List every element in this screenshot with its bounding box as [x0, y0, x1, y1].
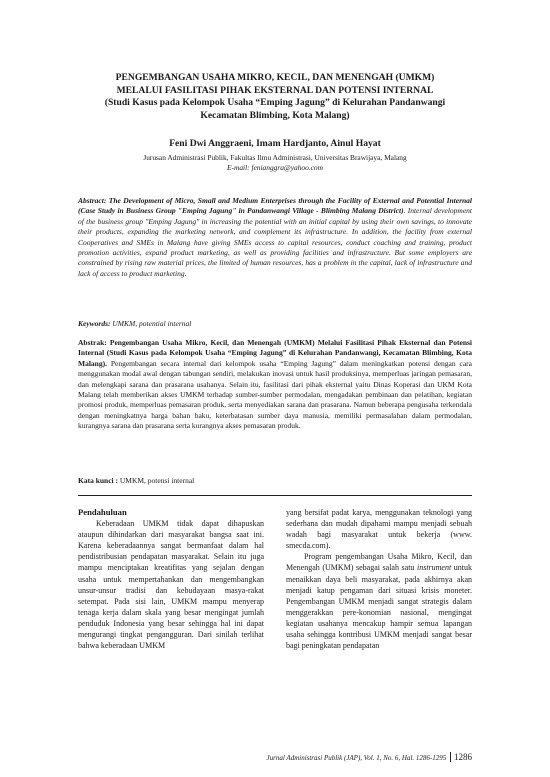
abstract-id-body: Pengembangan secara internal dari kelompok usaha “Emping Jagung” dalam meningkatkan potensi dengan cara menggunakan modal awal dengan tabungan sendiri, melakukan inovasi untuk hasil produksinya, memperluas jaringan pemasaran, dan melengkapi sarana dan prasarana usahanya. Selain itu, fasilitasi dari pihak eksternal yaitu Dinas Koperasi dan UKM Kota Malang telah memberikan akses UMKM terhadap sumber-sumber permodalan, mengadakan pembinaan dan pelatihan, kegiatan promosi produk, memperluas pemasaran produk, serta menyediakan sarana dan prasarana. Namun beberapa pengusaha terkendala dengan meningkatnya harga bahan baku, keterbatasan sumber daya manusia, memiliki permasalahan dalam permodalan, kurangnya sarana dan prasarana serta kurangnya akses pemasaran produk. — [78, 358, 472, 431]
keywords-id-label: Kata kunci : — [78, 476, 119, 485]
author-email: E-mail: fenianggra@yahoo.com — [227, 163, 323, 172]
affiliation: Jurusan Administrasi Publik, Fakultas Ilmu Administrasi, Universitas Brawijaya, Malang — [143, 153, 407, 162]
abstract-en-title: The Development of Micro, Small and Medium Enterprises through the Facility of External and Potential Internal (Case Study in Business Group "Emping Jagung" in Pandanwangi Village - Blimbing Malang District) — [78, 196, 472, 216]
body-column-right — [286, 507, 472, 651]
page-number: 1286 — [450, 752, 472, 762]
paper-title — [78, 72, 472, 122]
affiliation-block — [70, 153, 480, 173]
abstract-id-title: Pengembangan Usaha Mikro, Kecil, dan Menengah (UMKM) Melalui Fasilitasi Pihak Eksternal dan Potensi Internal (Studi Kasus pada Kelompok Usaha “Emping Jagung” di Kelurahan Pandanwangi, Kecamatan Blimbing, Kota Malang). — [78, 338, 473, 368]
intro-paragraph-1: Keberadaan UMKM tidak dapat dihapuskan ataupun dihindarkan dari masyarakat bangsa saat ini. Karena keberadaannya sangat bermanfaat dalam hal pendistribusian pendapatan masyarakat. Selain itu juga mampu menciptakan kreatifitas yang sejalan dengan usaha untuk mempertahankan dan mengembangkan unsur-unsur tradisi dan kebudayaan masya-rakat setempat. Pada sisi lain, UMKM mampu menyerap tenaga kerja dalam skala yang besar mengingat jumlah penduduk Indonesia yang besar sehingga hal ini dapat mengurangi tingkat pengangguran. Dari sinilah terlihat bahwa keberadaan UMKM — [78, 519, 264, 651]
abstract-id-label: Abstrak: — [78, 338, 107, 347]
intro-p2-start: Program pengembangan Usaha Mikro, Kecil, dan Menengah (UMKM) sebagai salah satu — [286, 552, 472, 573]
title-line-2: MELALUI FASILITASI PIHAK EKSTERNAL DAN POTENSI INTERNAL — [116, 84, 434, 96]
keywords-id-value: UMKM, potensi internal — [119, 476, 195, 485]
page-footer — [267, 752, 472, 762]
keywords-english — [78, 319, 191, 328]
abstract-en-label: Abstract: — [78, 196, 107, 205]
section-divider — [78, 495, 472, 496]
intro-p2-end: untuk menaikkan daya beli masyarakat, pada akhirnya akan menjadi katup pengaman dari situasi krisis moneter. Pengembangan UMKM menjadi sangat strategis dalam menggerakkan pere-konomian nasional, mengingat kegiatan usahanya mencakup hampir semua lapangan usaha sehingga kontribusi UMKM menjadi sangat besar bagi peningkatan pendapatan — [286, 563, 472, 651]
title-line-4: Kecamatan Blimbing, Kota Malang) — [200, 109, 350, 121]
keywords-en-value: UMKM, potential internal — [112, 319, 192, 328]
intro-paragraph-2 — [286, 551, 472, 651]
journal-citation: Jurnal Administrasi Publik (JAP), Vol. 1, No. 6, Hal. 1286-1295 — [266, 754, 447, 762]
abstract-indonesian — [78, 338, 472, 432]
keywords-indonesian — [78, 476, 194, 485]
intro-p2-italic-term: instrument — [416, 563, 452, 573]
intro-paragraph-continued: yang bersifat padat karya, menggunakan teknologi yang sederhana dan mudah dipahami mampu menjadi sebuah wadah bagi masyarakat untuk bekerja (www. smecda.com). — [286, 508, 472, 551]
title-line-3: (Studi Kasus pada Kelompok Usaha “Emping Jagung” di Kelurahan Pandanwangi — [104, 97, 446, 108]
keywords-en-label: Keywords: — [78, 319, 111, 328]
title-line-1: PENGEMBANGAN USAHA MIKRO, KECIL, DAN MENENGAH (UMKM) — [115, 72, 435, 83]
abstract-english — [78, 196, 472, 279]
section-heading-introduction: Pendahuluan — [78, 507, 127, 517]
abstract-en-body: . Internal development of the business group "Emping Jagung" in increasing the potential with an initial capital by using their own savings, to innovate their products, expanding the marketing network, and complement its infrastructure. In addition, the facility from external Cooperatives and SMEs in Malang have giving SMEs access to capital resources, conduct coaching and training, product promotion activities, expand product marketing, as well as providing facilities and infrastructure. But some employers are constrained by rising raw material prices, the limited of human resources, has a problem in the capital, lack of infrastructure and lack of access to product marketing. — [78, 206, 472, 278]
author-list: Feni Dwi Anggraeni, Imam Hardjanto, Ainul Hayat — [169, 138, 381, 149]
body-column-left — [78, 507, 264, 651]
